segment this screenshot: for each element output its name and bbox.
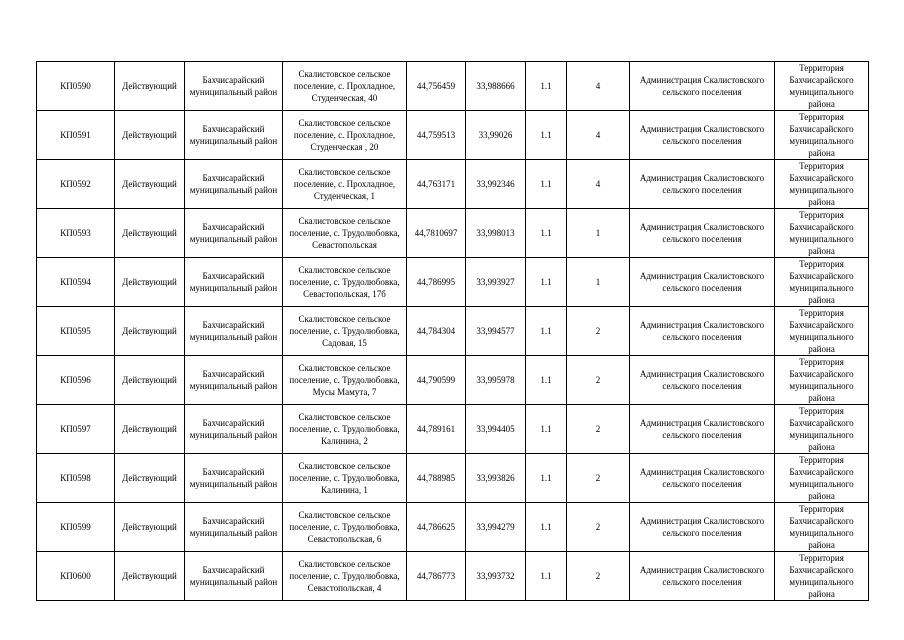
territory-text: Территория Бахчисарайского муниципального района bbox=[789, 455, 854, 501]
column-7-text: 1.1 bbox=[540, 473, 552, 483]
territory-cell bbox=[775, 111, 869, 160]
owner-cell bbox=[630, 258, 775, 307]
owner-text: Администрация Скалистовского сельского поселения bbox=[639, 418, 765, 440]
site-code-cell bbox=[37, 356, 115, 405]
address-cell bbox=[283, 307, 407, 356]
district-text: Бахчисарайский муниципальный район bbox=[189, 173, 278, 195]
site-code-cell bbox=[37, 405, 115, 454]
status-cell bbox=[115, 454, 185, 503]
territory-text: Территория Бахчисарайского муниципального района bbox=[789, 210, 854, 256]
owner-cell bbox=[630, 454, 775, 503]
district-cell bbox=[185, 160, 283, 209]
district-cell bbox=[185, 454, 283, 503]
address-text: Скалистовское сельское поселение, с. Прохладное, Студенческая , 20 bbox=[293, 118, 396, 152]
address-text: Скалистовское сельское поселение, с. Трудолюбовка, Садовая, 15 bbox=[289, 314, 400, 348]
column-7-cell bbox=[526, 503, 567, 552]
longitude-cell bbox=[466, 111, 526, 160]
latitude-cell bbox=[407, 258, 466, 307]
owner-text: Администрация Скалистовского сельского поселения bbox=[639, 124, 765, 146]
column-8-text: 2 bbox=[595, 375, 601, 385]
latitude-text: 44,759513 bbox=[416, 130, 456, 140]
column-8-text: 4 bbox=[595, 81, 601, 91]
column-7-cell bbox=[526, 62, 567, 111]
table-row bbox=[37, 62, 869, 111]
column-7-text: 1.1 bbox=[540, 375, 552, 385]
district-text: Бахчисарайский муниципальный район bbox=[189, 271, 278, 293]
status-text: Действующий bbox=[122, 424, 177, 434]
longitude-text: 33,988666 bbox=[476, 81, 515, 91]
status-text: Действующий bbox=[122, 522, 177, 532]
column-7-cell bbox=[526, 209, 567, 258]
owner-cell bbox=[630, 307, 775, 356]
column-8-text: 4 bbox=[595, 130, 601, 140]
column-8-text: 2 bbox=[595, 424, 601, 434]
longitude-cell bbox=[466, 209, 526, 258]
longitude-text: 33,994279 bbox=[476, 522, 515, 532]
address-text: Скалистовское сельское поселение, с. Трудолюбовка, Севастопольская bbox=[289, 216, 400, 250]
territory-cell bbox=[775, 209, 869, 258]
column-7-text: 1.1 bbox=[540, 571, 552, 581]
address-text: Скалистовское сельское поселение, с. Трудолюбовка, Севастопольская, 17б bbox=[289, 265, 400, 299]
longitude-cell bbox=[466, 62, 526, 111]
longitude-text: 33,99026 bbox=[478, 130, 513, 140]
site-code-text: КП0592 bbox=[60, 179, 91, 189]
territory-text: Территория Бахчисарайского муниципального района bbox=[789, 553, 854, 599]
table-row bbox=[37, 160, 869, 209]
column-8-cell bbox=[567, 258, 630, 307]
status-cell bbox=[115, 405, 185, 454]
column-7-text: 1.1 bbox=[540, 522, 552, 532]
district-text: Бахчисарайский муниципальный район bbox=[189, 75, 278, 97]
column-7-cell bbox=[526, 454, 567, 503]
status-text: Действующий bbox=[122, 375, 177, 385]
column-7-text: 1.1 bbox=[540, 277, 552, 287]
column-7-text: 1.1 bbox=[540, 228, 552, 238]
site-code-text: КП0600 bbox=[60, 571, 91, 581]
table-row bbox=[37, 307, 869, 356]
longitude-cell bbox=[466, 160, 526, 209]
column-7-cell bbox=[526, 356, 567, 405]
status-cell bbox=[115, 160, 185, 209]
territory-text: Территория Бахчисарайского муниципального района bbox=[789, 357, 854, 403]
status-cell bbox=[115, 258, 185, 307]
site-code-cell bbox=[37, 258, 115, 307]
territory-cell bbox=[775, 454, 869, 503]
status-cell bbox=[115, 552, 185, 601]
district-cell bbox=[185, 209, 283, 258]
status-cell bbox=[115, 111, 185, 160]
site-code-cell bbox=[37, 111, 115, 160]
column-8-text: 1 bbox=[595, 277, 601, 287]
status-text: Действующий bbox=[122, 571, 177, 581]
site-code-cell bbox=[37, 503, 115, 552]
territory-cell bbox=[775, 160, 869, 209]
address-cell bbox=[283, 405, 407, 454]
territory-text: Территория Бахчисарайского муниципального района bbox=[789, 406, 854, 452]
owner-text: Администрация Скалистовского сельского поселения bbox=[639, 173, 765, 195]
latitude-cell bbox=[407, 405, 466, 454]
address-text: Скалистовское сельское поселение, с. Трудолюбовка, Калинина, 1 bbox=[289, 461, 400, 495]
longitude-cell bbox=[466, 356, 526, 405]
column-7-cell bbox=[526, 405, 567, 454]
territory-text: Территория Бахчисарайского муниципального района bbox=[789, 504, 854, 550]
status-text: Действующий bbox=[122, 228, 177, 238]
column-8-cell bbox=[567, 307, 630, 356]
column-8-cell bbox=[567, 356, 630, 405]
column-7-text: 1.1 bbox=[540, 424, 552, 434]
longitude-text: 33,994405 bbox=[476, 424, 515, 434]
status-text: Действующий bbox=[122, 81, 177, 91]
table-row bbox=[37, 405, 869, 454]
latitude-cell bbox=[407, 356, 466, 405]
address-text: Скалистовское сельское поселение, с. Трудолюбовка, Севастопольская, 6 bbox=[289, 510, 400, 544]
longitude-text: 33,998013 bbox=[476, 228, 515, 238]
site-code-text: КП0598 bbox=[60, 473, 91, 483]
registry-table bbox=[36, 61, 869, 601]
latitude-text: 44,788985 bbox=[416, 473, 456, 483]
latitude-text: 44,763171 bbox=[416, 179, 456, 189]
table-body bbox=[37, 62, 869, 601]
owner-cell bbox=[630, 356, 775, 405]
column-8-text: 2 bbox=[595, 326, 601, 336]
latitude-text: 44,786625 bbox=[416, 522, 456, 532]
longitude-cell bbox=[466, 454, 526, 503]
column-8-cell bbox=[567, 62, 630, 111]
latitude-text: 44,786773 bbox=[416, 571, 456, 581]
owner-text: Администрация Скалистовского сельского поселения bbox=[639, 320, 765, 342]
latitude-cell bbox=[407, 552, 466, 601]
owner-text: Администрация Скалистовского сельского поселения bbox=[639, 516, 765, 538]
territory-cell bbox=[775, 307, 869, 356]
column-7-cell bbox=[526, 111, 567, 160]
site-code-text: КП0595 bbox=[60, 326, 91, 336]
table-row bbox=[37, 454, 869, 503]
territory-text: Территория Бахчисарайского муниципального района bbox=[789, 112, 854, 158]
district-text: Бахчисарайский муниципальный район bbox=[189, 565, 278, 587]
site-code-text: КП0597 bbox=[60, 424, 91, 434]
district-cell bbox=[185, 62, 283, 111]
site-code-text: КП0596 bbox=[60, 375, 91, 385]
owner-text: Администрация Скалистовского сельского поселения bbox=[639, 565, 765, 587]
site-code-cell bbox=[37, 160, 115, 209]
longitude-cell bbox=[466, 258, 526, 307]
address-text: Скалистовское сельское поселение, с. Трудолюбовка, Калинина, 2 bbox=[289, 412, 400, 446]
status-text: Действующий bbox=[122, 473, 177, 483]
longitude-cell bbox=[466, 307, 526, 356]
territory-cell bbox=[775, 405, 869, 454]
site-code-cell bbox=[37, 307, 115, 356]
status-text: Действующий bbox=[122, 326, 177, 336]
latitude-text: 44,789161 bbox=[416, 424, 456, 434]
address-cell bbox=[283, 111, 407, 160]
address-cell bbox=[283, 160, 407, 209]
column-8-text: 2 bbox=[595, 473, 601, 483]
territory-text: Территория Бахчисарайского муниципального района bbox=[789, 161, 854, 207]
status-text: Действующий bbox=[122, 179, 177, 189]
district-text: Бахчисарайский муниципальный район bbox=[189, 516, 278, 538]
address-cell bbox=[283, 356, 407, 405]
table-row bbox=[37, 503, 869, 552]
latitude-text: 44,790599 bbox=[416, 375, 456, 385]
column-8-cell bbox=[567, 405, 630, 454]
territory-text: Территория Бахчисарайского муниципального района bbox=[789, 259, 854, 305]
district-cell bbox=[185, 552, 283, 601]
site-code-cell bbox=[37, 62, 115, 111]
latitude-cell bbox=[407, 160, 466, 209]
address-cell bbox=[283, 62, 407, 111]
address-text: Скалистовское сельское поселение, с. Трудолюбовка, Мусы Мамута, 7 bbox=[289, 363, 400, 397]
column-8-text: 1 bbox=[595, 228, 601, 238]
latitude-cell bbox=[407, 111, 466, 160]
status-text: Действующий bbox=[122, 277, 177, 287]
latitude-text: 44,784304 bbox=[416, 326, 456, 336]
site-code-cell bbox=[37, 454, 115, 503]
status-cell bbox=[115, 62, 185, 111]
district-cell bbox=[185, 503, 283, 552]
table-row bbox=[37, 356, 869, 405]
column-7-cell bbox=[526, 307, 567, 356]
column-8-text: 2 bbox=[595, 571, 601, 581]
longitude-cell bbox=[466, 552, 526, 601]
territory-text: Территория Бахчисарайского муниципального района bbox=[789, 63, 854, 109]
district-text: Бахчисарайский муниципальный район bbox=[189, 467, 278, 489]
owner-cell bbox=[630, 111, 775, 160]
district-cell bbox=[185, 111, 283, 160]
district-text: Бахчисарайский муниципальный район bbox=[189, 124, 278, 146]
column-8-cell bbox=[567, 552, 630, 601]
territory-cell bbox=[775, 503, 869, 552]
owner-text: Администрация Скалистовского сельского поселения bbox=[639, 271, 765, 293]
address-text: Скалистовское сельское поселение, с. Прохладное, Студенческая, 1 bbox=[293, 167, 396, 201]
address-cell bbox=[283, 258, 407, 307]
column-8-cell bbox=[567, 454, 630, 503]
site-code-cell bbox=[37, 209, 115, 258]
district-text: Бахчисарайский муниципальный район bbox=[189, 369, 278, 391]
column-7-cell bbox=[526, 552, 567, 601]
table-row bbox=[37, 552, 869, 601]
status-text: Действующий bbox=[122, 130, 177, 140]
column-7-cell bbox=[526, 160, 567, 209]
district-text: Бахчисарайский муниципальный район bbox=[189, 320, 278, 342]
longitude-text: 33,992346 bbox=[476, 179, 515, 189]
address-cell bbox=[283, 503, 407, 552]
address-cell bbox=[283, 209, 407, 258]
longitude-cell bbox=[466, 503, 526, 552]
address-text: Скалистовское сельское поселение, с. Трудолюбовка, Севастопольская, 4 bbox=[289, 559, 400, 593]
status-cell bbox=[115, 503, 185, 552]
owner-cell bbox=[630, 160, 775, 209]
status-cell bbox=[115, 307, 185, 356]
column-8-cell bbox=[567, 111, 630, 160]
longitude-cell bbox=[466, 405, 526, 454]
territory-cell bbox=[775, 356, 869, 405]
longitude-text: 33,994577 bbox=[476, 326, 515, 336]
site-code-text: КП0593 bbox=[60, 228, 91, 238]
site-code-text: КП0594 bbox=[60, 277, 91, 287]
district-cell bbox=[185, 356, 283, 405]
column-7-cell bbox=[526, 258, 567, 307]
address-cell bbox=[283, 454, 407, 503]
territory-cell bbox=[775, 258, 869, 307]
latitude-cell bbox=[407, 209, 466, 258]
site-code-cell bbox=[37, 552, 115, 601]
latitude-text: 44,7810697 bbox=[414, 228, 458, 238]
longitude-text: 33,993826 bbox=[476, 473, 515, 483]
latitude-text: 44,786995 bbox=[416, 277, 456, 287]
column-8-text: 4 bbox=[595, 179, 601, 189]
owner-cell bbox=[630, 405, 775, 454]
table-row bbox=[37, 209, 869, 258]
site-code-text: КП0591 bbox=[60, 130, 91, 140]
table-row bbox=[37, 258, 869, 307]
table-row bbox=[37, 111, 869, 160]
district-cell bbox=[185, 307, 283, 356]
owner-cell bbox=[630, 209, 775, 258]
longitude-text: 33,993927 bbox=[476, 277, 515, 287]
latitude-cell bbox=[407, 503, 466, 552]
status-cell bbox=[115, 209, 185, 258]
site-code-text: КП0590 bbox=[60, 81, 91, 91]
district-text: Бахчисарайский муниципальный район bbox=[189, 418, 278, 440]
column-7-text: 1.1 bbox=[540, 81, 552, 91]
latitude-cell bbox=[407, 62, 466, 111]
owner-text: Администрация Скалистовского сельского поселения bbox=[639, 467, 765, 489]
site-code-text: КП0599 bbox=[60, 522, 91, 532]
owner-cell bbox=[630, 552, 775, 601]
column-7-text: 1.1 bbox=[540, 130, 552, 140]
column-8-cell bbox=[567, 503, 630, 552]
owner-text: Администрация Скалистовского сельского поселения bbox=[639, 369, 765, 391]
owner-text: Администрация Скалистовского сельского поселения bbox=[639, 75, 765, 97]
column-8-text: 2 bbox=[595, 522, 601, 532]
latitude-cell bbox=[407, 307, 466, 356]
territory-text: Территория Бахчисарайского муниципального района bbox=[789, 308, 854, 354]
longitude-text: 33,993732 bbox=[476, 571, 515, 581]
column-8-cell bbox=[567, 209, 630, 258]
longitude-text: 33,995978 bbox=[476, 375, 515, 385]
column-7-text: 1.1 bbox=[540, 179, 552, 189]
owner-cell bbox=[630, 503, 775, 552]
district-cell bbox=[185, 258, 283, 307]
address-text: Скалистовское сельское поселение, с. Прохладное, Студенческая, 40 bbox=[293, 69, 396, 103]
owner-cell bbox=[630, 62, 775, 111]
owner-text: Администрация Скалистовского сельского поселения bbox=[639, 222, 765, 244]
territory-cell bbox=[775, 552, 869, 601]
status-cell bbox=[115, 356, 185, 405]
territory-cell bbox=[775, 62, 869, 111]
column-8-cell bbox=[567, 160, 630, 209]
district-text: Бахчисарайский муниципальный район bbox=[189, 222, 278, 244]
latitude-cell bbox=[407, 454, 466, 503]
district-cell bbox=[185, 405, 283, 454]
address-cell bbox=[283, 552, 407, 601]
column-7-text: 1.1 bbox=[540, 326, 552, 336]
latitude-text: 44,756459 bbox=[416, 81, 456, 91]
